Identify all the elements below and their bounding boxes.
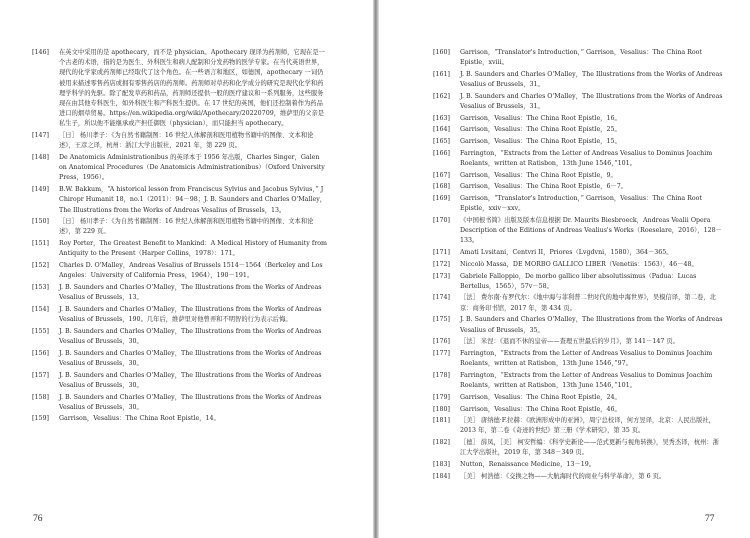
footnote-number: [170] [433, 217, 450, 225]
footnote-number: [146] [32, 49, 49, 56]
footnote-148 [32, 153, 328, 184]
footnote-180 [433, 405, 725, 415]
footnote-172 [433, 260, 725, 270]
footnote-text: J. B. Saunders and Charles O'Malley，The Illustrations from the Works of Andreas Vesalius of Brussels，13。 [59, 283, 322, 302]
footnote-153 [32, 283, 328, 303]
footnote-151 [32, 239, 328, 259]
footnote-text: 在英文中采用的是 apothecary，而不是 physician。Apothecary 现译为药剂师，它现在是一个古老的术语，指的是为医生、外科医生和病人配制和分发药物的医学专家。在当代英语世界，现代的化学家或药剂师已经取代了这个角色。在一些语言和地区，如德国，apothecary 一词仍被用来描述零售药店或拥有零售药店的药剂师。药剂师对草药和化学成分的研究是现代化学和药理学科学的先驱。除了配发草药和药品，药剂师还提供一般的医疗建议和一系列服务，这些服务现在由其他专科医生，如外科医生和产科医生提供。在 17 世纪的英国，他们还控制着作为药品进口的烟草贸易。https://en.wikipedia.org/wiki/Apothecary/20220709，维萨里的父亲是私生子，所以他不能继承或产担任御医（physician），而只能担当 apothecary。 [59, 49, 325, 128]
footnote-text: Nutton，Renaissance Medicine，13－19。 [460, 461, 596, 469]
footnote-177 [433, 349, 725, 369]
footnote-text: Roy Porter，The Greatest Benefit to Mankind：A Medical History of Humanity from Antiquity to the Present（Harper Collins，1978）：171。 [59, 240, 327, 258]
footnote-number: [176] [433, 338, 450, 346]
footnote-text: Gabriele Falloppio，De morbo gallico liber absolutissimus（Padua：Lucas Bertellus，1565），57v－58。 [460, 272, 697, 290]
footnote-number: [150] [32, 218, 49, 226]
footnote-number: [171] [433, 249, 450, 257]
footnote-179 [433, 393, 725, 403]
footnote-number: [156] [32, 349, 49, 357]
footnote-number: [174] [433, 294, 450, 302]
footnote-text: ［法］ 米涅：《退而不休的皇帝——查理五世最后的岁月》，第 141－147 页。 [460, 338, 679, 346]
footnote-number: [180] [433, 405, 450, 413]
footnote-147 [32, 131, 328, 151]
footnote-number: [183] [433, 461, 450, 469]
footnote-number: [168] [433, 183, 450, 191]
footnote-160 [433, 48, 725, 68]
footnote-text: Garrison，Vesalius：The China Root Epistle，25。 [460, 126, 621, 134]
footnote-text: Garrison，“Translator's Introduction，” Garrison，Vesalius：The China Root Epistle，xxiv－xxv。 [460, 195, 702, 213]
footnote-number: [184] [433, 472, 450, 480]
footnote-165 [433, 137, 725, 147]
footnote-171 [433, 248, 725, 258]
footnote-number: [147] [32, 132, 49, 140]
footnote-text: B.W. Bakkum，“A historical lesson from Franciscus Sylvius and Jacobus Sylvius，” J Chiropr Humanit 18，no.1（2011）：94－98；J. B. Saunders and Charles O'Malley，The Illustrations from the Works of Andreas Vesalius of Brussels，13。 [59, 186, 327, 214]
footnote-157 [32, 371, 328, 391]
footnote-159 [32, 414, 328, 424]
left-page [32, 48, 328, 426]
footnote-number: [162] [433, 92, 450, 100]
footnote-text: Garrison，Vesalius：The China Root Epistle，24。 [460, 393, 621, 401]
footnote-number: [164] [433, 126, 450, 134]
footnote-text: J. B. Saunders and Charles O'Malley，The Illustrations from the Works of Andreas Vesalius of Brussels，35。 [460, 316, 723, 334]
footnote-text: Garrison，Vesalius：The China Root Epistle，9。 [460, 171, 617, 179]
footnote-178 [433, 371, 725, 391]
footnote-number: [181] [433, 417, 450, 425]
footnote-176 [433, 337, 725, 347]
footnote-181 [433, 416, 725, 436]
footnote-156 [32, 349, 328, 369]
footnote-text: 《中国根书简》出版及版本信息根据 Dr. Maurits Biesbroeck，Andreas Vealii Opera Description of the Editions of Andreas Vealius's Works（Roeselare，2016），128－133。 [460, 217, 722, 245]
footnote-text: De Anatomicis Administrationibus 的英译本于 1956 年出版，Charles Singer，Galen on Anatomical Procedures（De Anatomicis Administrationibus）（Oxford University Press，1956）。 [59, 154, 325, 182]
footnote-number: [154] [32, 305, 49, 313]
footnote-152 [32, 261, 328, 281]
footnote-text: Garrison，Vesalius：The China Root Epistle，46。 [460, 405, 621, 413]
footnote-text: ［美］ 唐纳德·F.拉赫：《欧洲形成中的亚洲》，周宁总校译，何方昱译，北京：人民出版社，2013 年，第二卷《奇迹的世纪》第三册《学术研究》，第 35 页。 [460, 417, 715, 435]
footnote-168 [433, 182, 725, 192]
footnote-number: [158] [32, 393, 49, 401]
footnote-text: ［德］ 薛凤，［美］ 柯安哲编：《科学史新论——范式更新与视角转换》，吴秀杰译，杭州：浙江大学出版社，2019 年，第 348－349 页。 [460, 439, 720, 457]
footnote-text: J. B. Saunders and Charles O'Malley，The Illustrations from the Works of Andreas Vesalius of Brussels，30。 [59, 327, 322, 345]
footnote-number: [182] [433, 439, 450, 447]
right-page [433, 48, 725, 483]
footnote-173 [433, 272, 725, 292]
footnote-number: [157] [32, 371, 49, 379]
footnote-text: Farrington，“Extracts from the Letter of Andreas Vesalius to Dominus Joachim Roelants，written at Ratisbon，13th June 1546，”97。 [460, 349, 713, 368]
footnote-text: Farrington，“Extracts from the Letter of Andreas Vesalius to Dominus Joachim Roelants，written at Ratisbon，13th June 1546，”101。 [460, 371, 713, 390]
footnote-146 [32, 48, 328, 130]
footnote-text: Charles D. O'Malley，Andreas Vesalius of Brussels 1514－1564（Berkeley and Los Angeles：University of California Press，1964），190－191。 [59, 262, 323, 280]
footnote-number: [163] [433, 114, 450, 122]
footnote-text: Niccolò Massa，DE MORBO GALLICO LIBER（Venetiis：1563），46－48。 [460, 260, 698, 268]
footnote-154 [32, 305, 328, 325]
footnote-174 [433, 293, 725, 313]
footnote-number: [177] [433, 349, 450, 357]
footnote-170 [433, 216, 725, 247]
footnote-183 [433, 460, 725, 470]
footnote-number: [149] [32, 186, 49, 194]
footnote-163 [433, 114, 725, 124]
footnote-number: [169] [433, 195, 450, 203]
footnote-number: [159] [32, 415, 49, 423]
footnote-number: [175] [433, 316, 450, 324]
footnote-number: [179] [433, 393, 450, 401]
footnote-166 [433, 149, 725, 169]
footnote-number: [166] [433, 149, 450, 157]
footnote-164 [433, 125, 725, 135]
footnote-text: Garrison，Vesalius：The China Root Epistle，14。 [59, 415, 220, 423]
footnote-text: J. B. Saunders and Charles O'Malley，The Illustrations from the Works of Andreas Vesalius of Brussels，30。 [59, 371, 322, 389]
footnote-149 [32, 185, 328, 216]
page-number-left: 76 [33, 514, 43, 524]
footnote-169 [433, 194, 725, 214]
footnote-text: Farrington，“Extracts from the Letter of Andreas Vesalius to Dominus Joachim Roelants，written at Ratisbon，13th June 1546，”101。 [460, 149, 713, 168]
footnote-184 [433, 472, 725, 482]
footnote-158 [32, 393, 328, 413]
footnote-text: ［美］ 柯浩德：《交换之物——大航海时代的商业与科学革命》，第 6 页。 [460, 472, 666, 480]
footnote-155 [32, 327, 328, 347]
footnote-text: Garrison，Vesalius：The China Root Epistle，15。 [460, 138, 621, 146]
footnote-number: [167] [433, 171, 450, 179]
footnote-number: [155] [32, 327, 49, 335]
footnote-text: Amati Lvsitani，Centvri II，Priores（Lvgdvni，1580），364－365。 [460, 249, 673, 257]
footnote-text: Garrison，Vesalius：The China Root Epistle，6－7。 [460, 183, 628, 191]
footnote-182 [433, 438, 725, 458]
footnote-text: J. B. Saunders and Charles O'Malley，The Illustrations from the Works of Andreas Vesalius of Brussels，190。几年后，维萨里对他曾弄和不明智的行为表示后悔。 [59, 305, 322, 324]
footnote-text: ［日］ 杨川孝子：《为自然书籍制图：16 世纪人体解剖和医用植物书籍中的图像、文本和论述》，第 229 页。 [59, 218, 314, 236]
footnote-number: [165] [433, 138, 450, 146]
footnote-number: [151] [32, 240, 49, 248]
footnote-150 [32, 217, 328, 237]
footnote-text: ［日］ 杨川孝子：《为自然书籍制图：16 世纪人体解剖和医用植物书籍中的图像、文本和论述》，王彦之译，杭州：浙江大学出版社，2021 年，第 229 页。 [59, 132, 314, 150]
footnote-text: J. B. Saunders and Charles O'Malley，The Illustrations from the Works of Andreas Vesalius of Brussels，30。 [59, 393, 322, 411]
footnote-162 [433, 92, 725, 112]
footnote-text: J. B. Saunders and Charles O'Malley，The Illustrations from the Works of Andreas Vesalius of Brussels，30。 [59, 349, 322, 367]
footnote-167 [433, 171, 725, 181]
footnote-text: ［法］ 费尔南·布罗代尔：《地中海与菲利普二世时代的地中海世界》，吴模信译，第二卷，北京：商务印书馆，2017 年，第 434 页。 [460, 294, 716, 312]
footnote-number: [160] [433, 49, 450, 56]
footnote-text: Garrison，“Translator's Introduction，” Garrison，Vesalius：The China Root Epistle，xviii。 [460, 49, 702, 67]
footnote-161 [433, 70, 725, 90]
footnote-number: [172] [433, 260, 450, 268]
footnote-text: J. B. Saunders and Charles O'Malley，The Illustrations from the Works of Andreas Vesalius of Brussels，31。 [460, 92, 723, 111]
footnote-number: [148] [32, 154, 49, 162]
footnote-number: [153] [32, 283, 49, 291]
book-gutter [373, 0, 379, 538]
footnote-text: Garrison，Vesalius：The China Root Epistle，16。 [460, 114, 621, 122]
page-number-right: 77 [705, 514, 715, 524]
footnote-number: [178] [433, 371, 450, 379]
footnote-number: [161] [433, 70, 450, 78]
footnote-text: J. B. Saunders and Charles O'Malley，The Illustrations from the Works of Andreas Vesalius of Brussels，31。 [460, 70, 723, 89]
footnote-175 [433, 315, 725, 335]
footnote-number: [173] [433, 272, 450, 280]
footnote-number: [152] [32, 262, 49, 270]
